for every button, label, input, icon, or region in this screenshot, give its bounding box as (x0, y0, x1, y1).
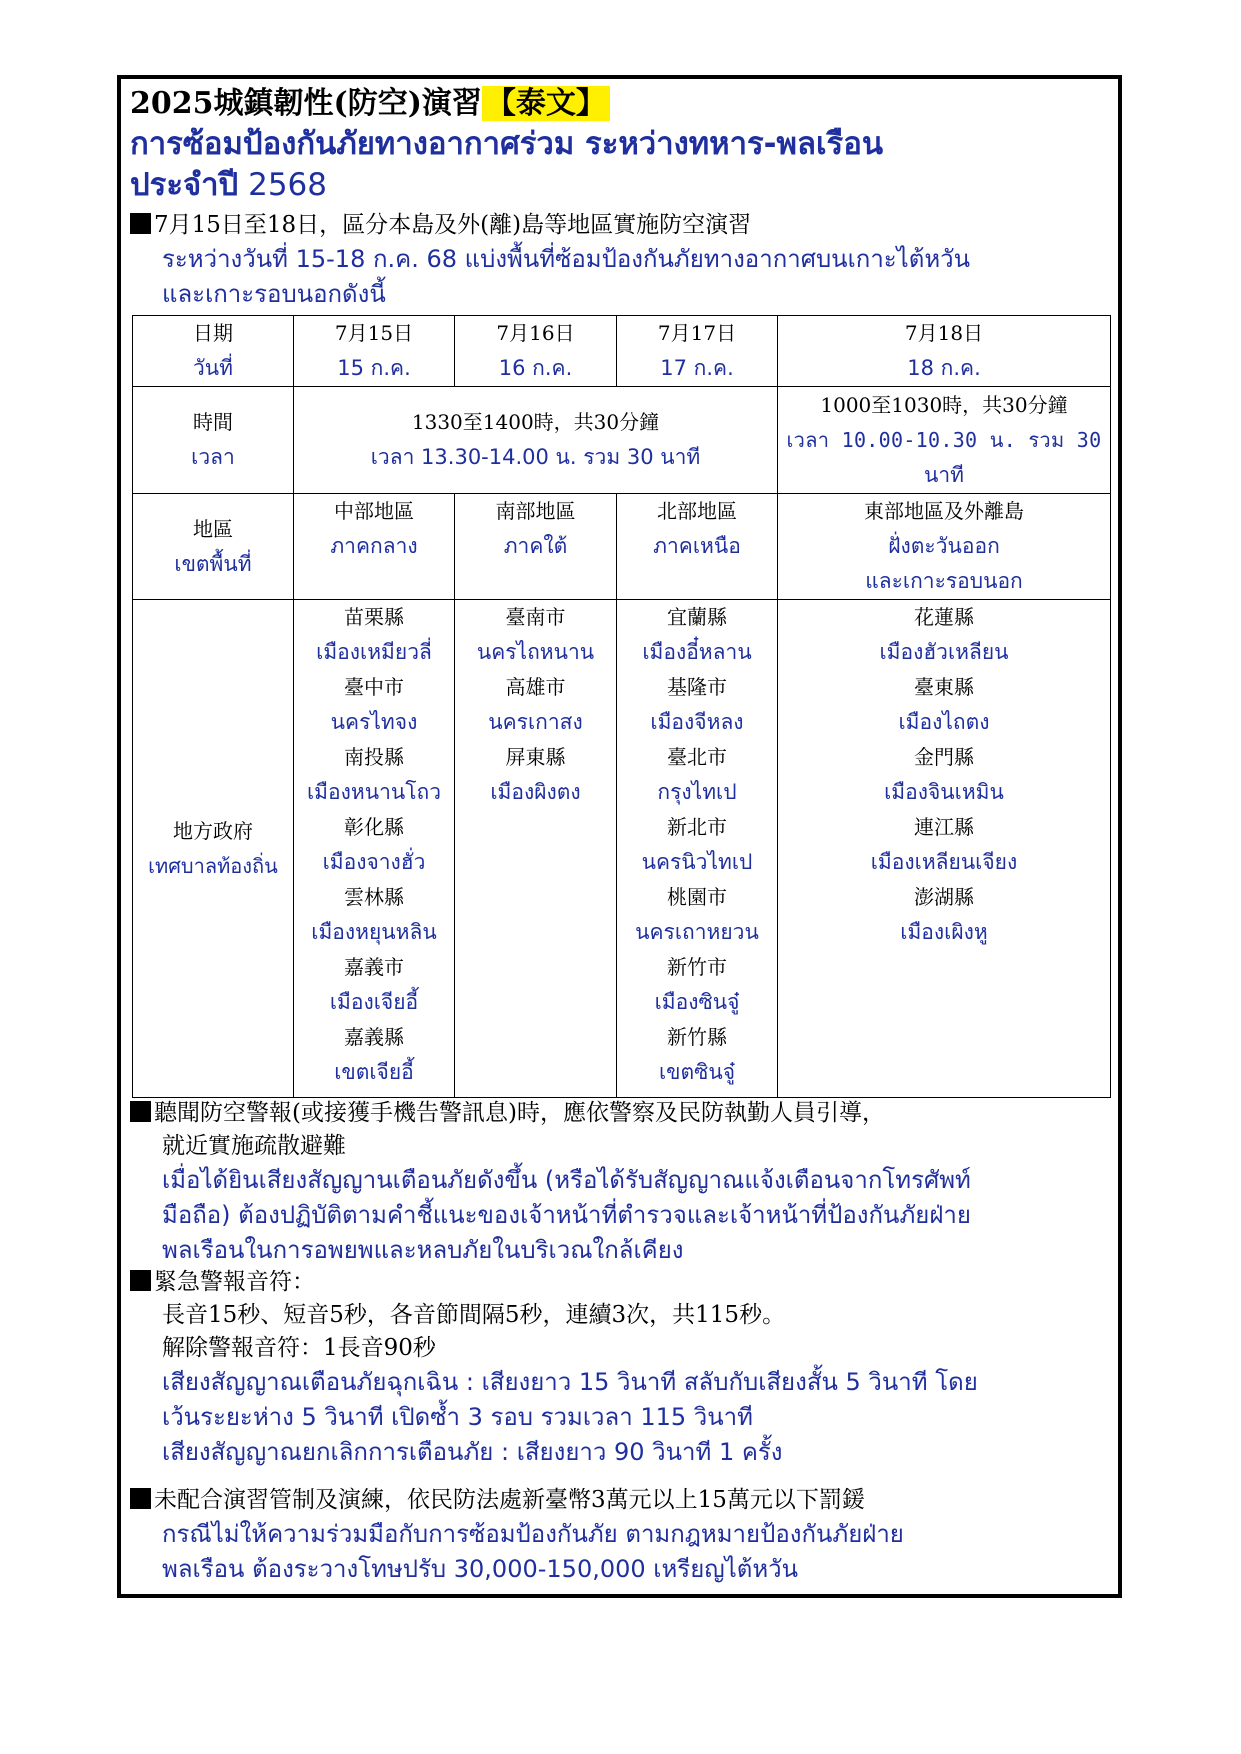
time-cell-main (294, 387, 778, 494)
gov-name-th: เมืองเหลียนเจียง (870, 850, 1018, 874)
date-cell (778, 316, 1111, 387)
gov-name-th: นครเถาหยวน (635, 920, 759, 944)
gov-cell (455, 600, 617, 1098)
gov-name-zh: 基隆市 (667, 675, 727, 699)
alarm-thai-2: มือถือ) ต้องปฏิบัติตามคำชี้แนะของเจ้าหน้าที่ตำรวจและเจ้าหน้าที่ป้องกันภัยฝ่าย (162, 1201, 971, 1229)
language-tag-highlight: 【泰文】 (482, 86, 610, 121)
gov-label-th: เทศบาลท้องถิ่น (148, 853, 278, 878)
area-label-th: เขตพื้นที่ (174, 551, 252, 576)
area-cell (778, 494, 1111, 600)
date-th: 16 ก.ค. (498, 356, 573, 380)
area-zh: 北部地區 (657, 499, 737, 523)
penalty-chinese (130, 1484, 1110, 1517)
area-cell (617, 494, 778, 600)
gov-name-zh: 新竹縣 (667, 1025, 727, 1049)
gov-name-zh: 苗栗縣 (344, 605, 404, 629)
gov-name-th: เมืองซินจู๋ (654, 990, 740, 1014)
gov-name-zh: 新北市 (667, 815, 727, 839)
date-zh: 7月17日 (657, 321, 737, 345)
signal-thai-1: เสียงสัญญาณเตือนภัยฉุกเฉิน : เสียงยาว 15 วินาที สลับกับเสียงสั้น 5 วินาที โดย (162, 1368, 978, 1396)
intro-section (130, 209, 1110, 312)
gov-name-zh: 花蓮縣 (914, 605, 974, 629)
gov-name-th: เมืองหยุนหลิน (311, 920, 437, 944)
alarm-thai-1: เมื่อได้ยินเสียงสัญญานเตือนภัยดังขึ้น (หรือได้รับสัญญาณแจ้งเตือนจากโทรศัพท์ (162, 1166, 971, 1194)
area-th: ฝั่งตะวันออก (888, 534, 1000, 558)
penalty-thai-2: พลเรือน ต้องระวางโทษปรับ 30,000-150,000 เหรียญไต้หวัน (162, 1555, 799, 1583)
date-label-zh: 日期 (193, 321, 233, 345)
gov-name-zh: 桃園市 (667, 885, 727, 909)
gov-name-th: เขตเจียอี้ (334, 1060, 414, 1084)
table-row-dates (133, 316, 1111, 387)
gov-name-th: เมืองฮัวเหลียน (879, 640, 1009, 664)
gov-name-zh: 彰化縣 (344, 815, 404, 839)
date-cell (294, 316, 455, 387)
table-row-area (133, 494, 1111, 600)
penalty-thai-1: กรณีไม่ให้ความร่วมมือกับการซ้อมป้องกันภัย ตามกฎหมายป้องกันภัยฝ่าย (162, 1520, 904, 1548)
gov-name-zh: 臺東縣 (914, 675, 974, 699)
gov-name-th: เมืองจางฮั่ว (322, 850, 426, 874)
intro-thai-2: และเกาะรอบนอกดังนี้ (162, 280, 386, 308)
gov-name-th: เมืองเจียอี้ (329, 990, 419, 1014)
intro-thai-1: ระหว่างวันที่ 15-18 ก.ค. 68 แบ่งพื้นที่ซ้อมป้องกันภัยทางอากาศบนเกาะไต้หวัน (162, 245, 971, 273)
time-label-th: เวลา (191, 445, 235, 469)
time-main-zh: 1330至1400時，共30分鐘 (411, 410, 660, 434)
gov-name-th: นครไทจง (330, 710, 418, 734)
area-cell (294, 494, 455, 600)
gov-name-zh: 澎湖縣 (914, 885, 974, 909)
date-label-th: วันที่ (193, 356, 233, 380)
gov-name-th: เมืองเหมียวลี่ (316, 640, 432, 664)
gov-name-zh: 臺中市 (344, 675, 404, 699)
title-chinese (130, 84, 1110, 124)
signal-chinese-1: 長音15秒、短音5秒，各音節間隔5秒，連續3次，共115秒。 (162, 1302, 786, 1328)
gov-label-zh: 地方政府 (173, 818, 253, 843)
time-label-zh: 時間 (193, 410, 233, 434)
gov-name-zh: 金門縣 (914, 745, 974, 769)
gov-name-th: นครเกาสง (488, 710, 583, 734)
gov-name-th: เมืองอี๋หลาน (642, 640, 752, 664)
gov-label-cell (133, 600, 294, 1098)
area-th: ภาคใต้ (503, 534, 568, 558)
date-th: 18 ก.ค. (907, 356, 981, 380)
title-thai-line-1: การซ้อมป้องกันภัยทางอากาศร่วม ระหว่างทหาร-พลเรือน (130, 126, 884, 162)
gov-name-th: เมืองเผิงหู (900, 920, 988, 944)
gov-cell (778, 600, 1111, 1098)
date-zh: 7月15日 (334, 321, 414, 345)
title-thai-year: 2568 (248, 167, 327, 203)
area-zh: 東部地區及外離島 (864, 499, 1024, 523)
title-thai-line-2 (130, 165, 1110, 206)
bullet-square-icon (130, 1488, 151, 1509)
date-th: 17 ก.ค. (660, 356, 734, 380)
gov-name-zh: 臺北市 (667, 745, 727, 769)
gov-name-th: เขตซินจู๋ (658, 1060, 736, 1084)
signal-thai-2: เว้นระยะห่าง 5 วินาที เปิดซ้ำ 3 รอบ รวมเวลา 115 วินาที (162, 1403, 753, 1431)
alarm-chinese-1 (130, 1097, 1110, 1130)
alarm-chinese-1-text: 聽聞防空警報(或接獲手機告警訊息)時，應依警察及民防執勤人員引導， (154, 1100, 885, 1126)
title-chinese-text: 2025城鎮韌性(防空)演習 (130, 86, 482, 121)
alarm-section (130, 1097, 1110, 1268)
date-cell (617, 316, 778, 387)
gov-name-zh: 連江縣 (914, 815, 974, 839)
area-zh: 中部地區 (334, 499, 414, 523)
gov-name-zh: 臺南市 (505, 605, 566, 629)
alarm-thai-3: พลเรือนในการอพยพและหลบภัยในบริเวณใกล้เคียง (162, 1236, 684, 1264)
intro-chinese-text: 7月15日至18日，區分本島及外(離)島等地區實施防空演習 (154, 212, 752, 238)
gov-name-th: เมืองไถตง (898, 710, 990, 734)
gov-name-th: เมืองหนานโถว (306, 780, 442, 804)
gov-name-zh: 嘉義市 (344, 955, 404, 979)
gov-name-th: กรุงไทเป (657, 780, 737, 804)
bullet-square-icon (130, 213, 151, 234)
gov-name-th: เมืองจินเหมิน (884, 780, 1004, 804)
time-label-cell (133, 387, 294, 494)
time-east-zh: 1000至1030時，共30分鐘 (820, 392, 1068, 417)
penalty-chinese-text: 未配合演習管制及演練，依民防法處新臺幣3萬元以上15萬元以下罰鍰 (154, 1487, 865, 1513)
gov-name-zh: 新竹市 (667, 955, 727, 979)
gov-name-zh: 雲林縣 (344, 885, 404, 909)
bullet-square-icon (130, 1101, 151, 1122)
time-main-th: เวลา 13.30-14.00 น. รวม 30 นาที (370, 445, 701, 469)
gov-name-zh: 嘉義縣 (344, 1025, 404, 1049)
area-cell (455, 494, 617, 600)
date-zh: 7月18日 (904, 321, 984, 345)
gov-name-th: เมืองจีหลง (650, 710, 744, 734)
area-th: ภาคเหนือ (653, 534, 741, 558)
gov-cell (294, 600, 455, 1098)
time-cell-east (778, 387, 1111, 494)
schedule-table (132, 315, 1111, 1098)
time-east-th-2: นาที (924, 462, 964, 487)
date-zh: 7月16日 (496, 321, 575, 345)
gov-name-th: เมืองผิงตง (490, 780, 581, 804)
bullet-square-icon (130, 1270, 151, 1291)
table-row-time (133, 387, 1111, 494)
date-label-cell (133, 316, 294, 387)
signal-chinese-head-text: 緊急警報音符： (154, 1269, 315, 1295)
intro-chinese (130, 209, 1110, 242)
gov-name-zh: 宜蘭縣 (667, 605, 727, 629)
signal-chinese-2: 解除警報音符：1長音90秒 (162, 1335, 436, 1361)
area-th: ภาคกลาง (330, 534, 418, 558)
table-row-government (133, 600, 1111, 1098)
penalty-section (130, 1484, 1110, 1587)
signal-chinese-head (130, 1266, 1110, 1299)
gov-cell (617, 600, 778, 1098)
gov-name-zh: 屏東縣 (505, 745, 566, 769)
gov-name-th: นครไถหนาน (476, 640, 595, 664)
gov-name-th: นครนิวไทเป (641, 850, 753, 874)
signal-thai-3: เสียงสัญญาณยกเลิกการเตือนภัย : เสียงยาว 90 วินาที 1 ครั้ง (162, 1438, 783, 1466)
gov-name-zh: 高雄市 (505, 675, 566, 699)
date-th: 15 ก.ค. (337, 356, 411, 380)
gov-name-zh: 南投縣 (344, 745, 404, 769)
title-thai-year-label: ประจำปี (130, 167, 239, 203)
area-label-zh: 地區 (193, 516, 233, 541)
area-label-cell (133, 494, 294, 600)
alarm-chinese-2: 就近實施疏散避難 (162, 1133, 346, 1159)
signal-section (130, 1266, 1110, 1470)
area-zh: 南部地區 (495, 499, 576, 523)
time-east-th-1: เวลา 10.00-10.30 น. รวม 30 (786, 427, 1102, 452)
area-th-2: และเกาะรอบนอก (865, 569, 1023, 593)
date-cell (455, 316, 617, 387)
